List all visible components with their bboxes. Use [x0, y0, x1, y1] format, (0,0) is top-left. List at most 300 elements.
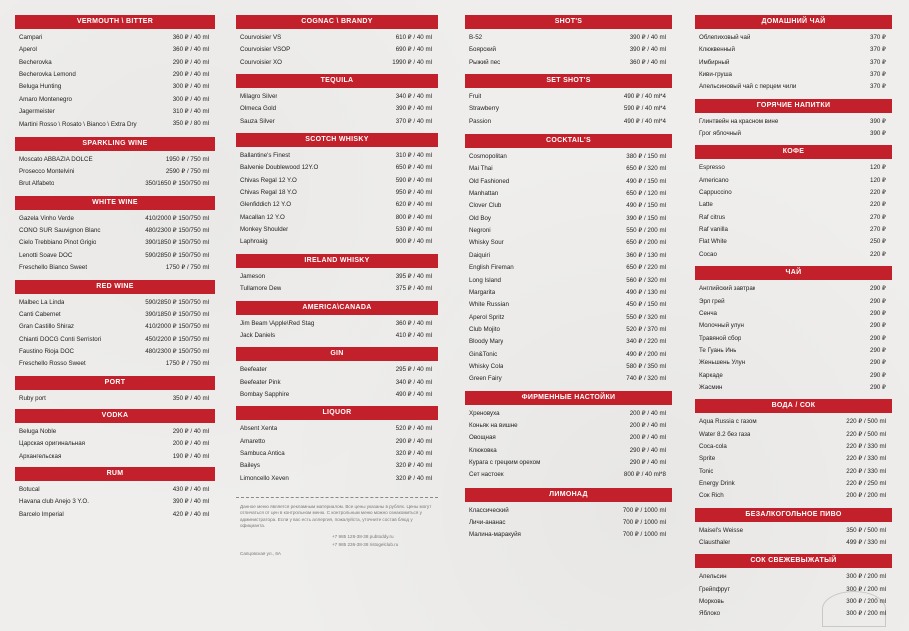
menu-item — [19, 225, 209, 237]
item-price: 200 ₽ / 200 ml — [846, 492, 886, 500]
section-header: TEQUILA — [236, 74, 438, 88]
item-name: Яблоко — [699, 610, 721, 618]
item-name: Whisky Cola — [469, 362, 504, 370]
item-name: Апельсин — [699, 573, 727, 581]
item-name: Sprite — [699, 455, 716, 463]
menu-item — [699, 296, 886, 308]
item-name: Limoncello Xeven — [240, 474, 289, 482]
item-name: Maisel's Weisse — [699, 526, 744, 534]
menu-section — [236, 347, 438, 401]
section-header: VODKA — [15, 409, 215, 423]
item-price: 220 ₽ / 330 ml — [846, 455, 886, 463]
item-price: 490 ₽ / 40 ml*4 — [623, 93, 666, 101]
section-header: GIN — [236, 347, 438, 361]
menu-item — [19, 118, 209, 130]
item-price: 800 ₽ / 40 ml*8 — [623, 471, 666, 479]
item-name: B-52 — [469, 34, 483, 41]
item-name: Manhattan — [469, 190, 499, 198]
section-header: SET SHOT'S — [465, 74, 672, 88]
item-price: 360 ₽ / 40 ml — [172, 34, 209, 41]
menu-item — [469, 151, 666, 163]
item-price: 590 ₽ / 40 ml*4 — [623, 105, 666, 113]
item-name: Raf citrus — [699, 213, 726, 221]
menu-item — [699, 441, 886, 453]
item-name: Морковь — [699, 598, 724, 606]
item-price: 480/2300 ₽ 150/750 ml — [145, 227, 209, 235]
item-price: 490 ₽ / 150 ml — [626, 202, 666, 210]
item-name: Gran Castillo Shiraz — [19, 323, 75, 331]
section-header: ФИРМЕННЫЕ НАСТОЙКИ — [465, 391, 672, 405]
item-name: Lenotti Soave DOC — [19, 251, 73, 259]
item-price: 220 ₽ / 500 ml — [846, 430, 886, 438]
section-header: ДОМАШНИЙ ЧАЙ — [695, 15, 892, 29]
menu-section — [465, 15, 672, 69]
item-name: Архангельская — [19, 452, 62, 460]
item-name: Latte — [699, 201, 713, 209]
item-name: Freschello Rosso Sweet — [19, 360, 86, 368]
item-price: 370 ₽ — [870, 46, 886, 54]
menu-column-4 — [695, 10, 892, 621]
address: Сапцовская ул., 6А — [240, 550, 281, 556]
item-price: 650 ₽ / 200 ml — [626, 239, 666, 247]
item-name: Beluga Noble — [19, 427, 57, 435]
item-price: 700 ₽ / 1000 ml — [622, 531, 666, 539]
item-price: 370 ₽ — [870, 71, 886, 79]
item-list — [236, 318, 438, 343]
menu-item — [19, 393, 209, 405]
menu-column-1 — [15, 10, 215, 521]
menu-item — [19, 262, 209, 274]
section-header: ГОРЯЧИЕ НАПИТКИ — [695, 99, 892, 113]
item-name: White Russian — [469, 301, 509, 309]
item-list — [465, 151, 672, 386]
section-header: RUM — [15, 467, 215, 481]
item-name: Clausthaler — [699, 539, 731, 546]
item-name: Jack Daniels — [240, 331, 276, 339]
menu-item — [469, 163, 666, 175]
item-price: 590/2850 ₽ 150/750 ml — [145, 251, 209, 259]
menu-item — [240, 330, 432, 342]
item-name: Macallan 12 Y.O — [240, 213, 285, 221]
item-price: 1750 ₽ / 750 ml — [165, 360, 209, 368]
menu-item — [469, 275, 666, 287]
menu-item — [699, 571, 886, 583]
item-list — [695, 525, 892, 550]
item-price: 340 ₽ / 40 ml — [395, 378, 432, 386]
menu-item — [240, 91, 432, 103]
disclaimer-note: Данное меню является рекламным материалом. Все цены указаны в рублях. Цены могут отличаться от цен в контрольном меню. С контрольным меню можно ознакомиться у администратора. Если у вас есть аллергия, пожалуйста, уточните состав блюд у официанта. — [236, 497, 438, 530]
item-price: 310 ₽ / 40 ml — [172, 108, 209, 116]
item-name: Сет настоек — [469, 471, 504, 479]
menu-item — [19, 213, 209, 225]
menu-section — [236, 406, 438, 485]
item-price: 530 ₽ / 40 ml — [395, 226, 432, 234]
item-price: 300 ₽ / 40 ml — [172, 83, 209, 91]
menu-item — [240, 212, 432, 224]
item-price: 360 ₽ / 130 ml — [626, 251, 666, 259]
item-name: Havana club Anejo 3 Y.O. — [19, 498, 89, 506]
item-price: 300 ₽ / 200 ml — [846, 610, 886, 618]
item-name: Глинтвейн на красном вине — [699, 117, 779, 125]
item-price: 120 ₽ — [870, 176, 886, 184]
item-name: Espresso — [699, 164, 725, 172]
item-price: 430 ₽ / 40 ml — [172, 485, 209, 493]
item-name: Эрл грей — [699, 297, 725, 305]
item-price: 610 ₽ / 40 ml — [395, 34, 432, 41]
item-price: 290 ₽ — [870, 346, 886, 354]
menu-item — [469, 361, 666, 373]
item-list — [236, 271, 438, 296]
menu-item — [240, 199, 432, 211]
menu-item — [469, 287, 666, 299]
item-list — [15, 426, 215, 463]
item-price: 320 ₽ / 40 ml — [395, 474, 432, 482]
menu-item — [699, 382, 886, 394]
item-name: Личи-ананас — [469, 519, 506, 526]
menu-item — [699, 224, 886, 236]
item-list — [15, 297, 215, 371]
menu-item — [469, 505, 666, 517]
menu-column-3 — [465, 10, 672, 542]
menu-item — [699, 466, 886, 478]
item-name: Sambuca Antica — [240, 449, 285, 457]
menu-item — [469, 262, 666, 274]
item-price: 650 ₽ / 120 ml — [626, 190, 666, 198]
item-name: Сенча — [699, 309, 717, 317]
menu-item — [699, 370, 886, 382]
item-price: 375 ₽ / 40 ml — [395, 285, 432, 293]
item-name: Травяной сбор — [699, 334, 742, 342]
item-price: 190 ₽ / 40 ml — [172, 452, 209, 460]
item-name: Courvoisier VSOP — [240, 46, 291, 54]
menu-section — [236, 15, 438, 69]
item-list — [15, 32, 215, 131]
item-price: 650 ₽ / 40 ml — [395, 164, 432, 172]
item-price: 650 ₽ / 220 ml — [626, 264, 666, 272]
menu-item — [19, 106, 209, 118]
menu-item — [240, 116, 432, 128]
item-price: 1750 ₽ / 750 ml — [165, 264, 209, 272]
menu-item — [469, 432, 666, 444]
item-price: 950 ₽ / 40 ml — [395, 189, 432, 197]
section-header: COGNAC \ BRANDY — [236, 15, 438, 29]
menu-item — [19, 297, 209, 309]
item-price: 2590 ₽ / 750 ml — [165, 168, 209, 176]
item-name: Боярский — [469, 46, 497, 54]
item-name: Cosmopolitan — [469, 153, 507, 161]
menu-item — [469, 445, 666, 457]
item-price: 270 ₽ — [870, 213, 886, 221]
item-name: Chivas Regal 18 Y.O — [240, 189, 297, 197]
menu-item — [699, 308, 886, 320]
section-header: SHOT'S — [465, 15, 672, 29]
item-price: 360 ₽ / 40 ml — [395, 319, 432, 327]
menu-item — [240, 236, 432, 248]
menu-item — [240, 271, 432, 283]
item-price: 270 ₽ — [870, 226, 886, 234]
menu-item — [469, 408, 666, 420]
menu-item — [469, 176, 666, 188]
menu-item — [699, 69, 886, 81]
item-price: 900 ₽ / 40 ml — [395, 238, 432, 246]
item-name: Ballantine's Finest — [240, 152, 291, 160]
item-name: Water 8.2 без газа — [699, 430, 751, 438]
item-name: Имбирный — [699, 58, 730, 66]
menu-item — [240, 103, 432, 115]
item-name: Clover Club — [469, 202, 502, 210]
menu-item — [699, 128, 886, 140]
item-price: 370 ₽ — [870, 34, 886, 41]
menu-item — [469, 324, 666, 336]
menu-section — [15, 280, 215, 371]
item-price: 690 ₽ / 40 ml — [395, 46, 432, 54]
item-name: Becherovka — [19, 58, 52, 66]
item-name: Bombay Sapphire — [240, 390, 290, 398]
item-list — [15, 484, 215, 521]
item-price: 290 ₽ / 40 ml — [172, 71, 209, 79]
item-list — [695, 283, 892, 394]
menu-item — [699, 199, 886, 211]
item-price: 620 ₽ / 40 ml — [395, 201, 432, 209]
item-name: Jagermeister — [19, 108, 55, 116]
item-list — [236, 150, 438, 249]
item-list — [465, 91, 672, 128]
item-price: 410/2000 ₽ 150/750 ml — [145, 214, 209, 222]
item-name: Old Fashioned — [469, 177, 510, 185]
item-name: Tullamore Dew — [240, 285, 282, 293]
menu-item — [19, 237, 209, 249]
section-header: IRELAND WHISKY — [236, 254, 438, 268]
menu-item — [469, 116, 666, 128]
item-name: Negroni — [469, 227, 491, 235]
item-name: Aqua Russia с газом — [699, 418, 757, 426]
menu-section — [695, 99, 892, 141]
item-name: Flat White — [699, 238, 727, 246]
menu-item — [699, 525, 886, 537]
item-price: 300 ₽ / 40 ml — [172, 95, 209, 103]
menu-item — [469, 457, 666, 469]
item-price: 290 ₽ / 40 ml — [629, 446, 666, 454]
item-price: 200 ₽ / 40 ml — [172, 440, 209, 448]
section-header: КОФЕ — [695, 145, 892, 159]
item-name: Americano — [699, 176, 729, 184]
item-price: 290 ₽ / 40 ml — [172, 427, 209, 435]
item-name: Клюковка — [469, 446, 497, 454]
menu-item — [699, 57, 886, 69]
item-name: Coca-cola — [699, 442, 727, 450]
item-name: Green Fairy — [469, 375, 502, 383]
item-name: Chianti DOCG Conti Serristori — [19, 335, 102, 343]
item-price: 490 ₽ / 130 ml — [626, 288, 666, 296]
menu-item — [699, 333, 886, 345]
item-list — [236, 423, 438, 485]
item-price: 290 ₽ — [870, 359, 886, 367]
menu-item — [240, 224, 432, 236]
item-price: 1990 ₽ / 40 ml — [392, 58, 432, 66]
item-name: Baileys — [240, 462, 260, 470]
item-name: Glenfiddich 12 Y.O — [240, 201, 292, 209]
menu-item — [240, 150, 432, 162]
menu-item — [240, 57, 432, 69]
item-price: 380 ₽ / 150 ml — [626, 153, 666, 161]
item-price: 700 ₽ / 1000 ml — [622, 519, 666, 526]
menu-item — [240, 44, 432, 56]
item-price: 390/1850 ₽ 150/750 ml — [145, 310, 209, 318]
item-name: Passion — [469, 117, 492, 125]
item-price: 300 ₽ / 200 ml — [846, 598, 886, 606]
menu-item — [240, 187, 432, 199]
item-name: Milagro Silver — [240, 93, 278, 101]
menu-section — [236, 301, 438, 343]
menu-item — [699, 162, 886, 174]
item-price: 490 ₽ / 200 ml — [626, 350, 666, 358]
item-price: 220 ₽ / 330 ml — [846, 467, 886, 475]
item-price: 650 ₽ / 320 ml — [626, 165, 666, 173]
item-price: 220 ₽ — [870, 189, 886, 197]
menu-item — [469, 91, 666, 103]
item-name: CONO SUR Sauvignon Blanc — [19, 227, 101, 235]
menu-item — [19, 57, 209, 69]
item-price: 410 ₽ / 40 ml — [395, 331, 432, 339]
menu-item — [19, 509, 209, 521]
menu-item — [469, 312, 666, 324]
item-name: Рыжий пес — [469, 58, 501, 66]
menu-item — [19, 309, 209, 321]
item-list — [695, 162, 892, 261]
section-header: ЧАЙ — [695, 266, 892, 280]
item-price: 290 ₽ / 40 ml — [395, 437, 432, 445]
item-name: Cок Rich — [699, 492, 724, 500]
item-price: 740 ₽ / 320 ml — [626, 375, 666, 383]
item-name: Barcelo Imperial — [19, 510, 64, 518]
item-price: 370 ₽ — [870, 58, 886, 66]
section-header: SPARKLING WINE — [15, 137, 215, 151]
item-price: 520 ₽ / 370 ml — [626, 325, 666, 333]
item-price: 590/2850 ₽ 150/750 ml — [145, 298, 209, 306]
menu-item — [19, 81, 209, 93]
item-price: 250 ₽ — [870, 238, 886, 246]
item-price: 300 ₽ / 200 ml — [846, 585, 886, 593]
item-name: Коньяк на вишне — [469, 421, 518, 429]
item-price: 350 ₽ / 80 ml — [172, 120, 209, 128]
item-list — [236, 364, 438, 401]
item-price: 350 ₽ / 40 ml — [172, 394, 209, 402]
item-name: Bloody Mary — [469, 338, 504, 346]
menu-section — [465, 391, 672, 482]
item-name: Облепиховый чай — [699, 34, 751, 41]
contact-phone-2: +7 985 236-38-38 ristogelclub.ru — [332, 542, 399, 548]
item-price: 390 ₽ / 150 ml — [626, 214, 666, 222]
item-name: Царская оригинальная — [19, 440, 85, 448]
menu-item — [240, 448, 432, 460]
item-list — [465, 32, 672, 69]
item-price: 290 ₽ — [870, 285, 886, 293]
item-price: 490 ₽ / 40 ml — [395, 390, 432, 398]
menu-item — [469, 44, 666, 56]
section-header: LIQUOR — [236, 406, 438, 420]
menu-item — [240, 32, 432, 44]
item-name: Becherovka Lemond — [19, 71, 76, 79]
contact-phone-1: +7 985 128-38-38 pubtoddy.ru — [332, 533, 394, 539]
item-name: Sauza Silver — [240, 117, 275, 125]
item-price: 200 ₽ / 40 ml — [629, 434, 666, 442]
item-price: 490 ₽ / 150 ml — [626, 177, 666, 185]
item-price: 390 ₽ / 40 ml — [629, 34, 666, 41]
menu-section — [695, 399, 892, 502]
item-name: Courvoisier XO — [240, 58, 282, 66]
item-price: 550 ₽ / 320 ml — [626, 313, 666, 321]
item-list — [15, 393, 215, 405]
item-name: Aperol — [19, 46, 37, 54]
menu-item — [699, 478, 886, 490]
item-price: 220 ₽ — [870, 201, 886, 209]
menu-item — [19, 94, 209, 106]
menu-item — [469, 250, 666, 262]
item-name: Chivas Regal 12 Y.O — [240, 176, 297, 184]
menu-item — [699, 537, 886, 549]
section-header: COCKTAIL'S — [465, 134, 672, 148]
item-name: Laphroaig — [240, 238, 268, 246]
item-price: 290 ₽ / 40 ml — [172, 58, 209, 66]
menu-item — [699, 44, 886, 56]
menu-item — [19, 358, 209, 370]
item-list — [15, 154, 215, 191]
item-price: 290 ₽ — [870, 334, 886, 342]
item-price: 370 ₽ / 40 ml — [395, 117, 432, 125]
item-name: Beluga Hunting — [19, 83, 62, 91]
section-header: ВОДА / СОК — [695, 399, 892, 413]
item-name: Monkey Shoulder — [240, 226, 289, 234]
item-price: 290 ₽ — [870, 309, 886, 317]
item-name: Jim Beam \Apple\Red Stag — [240, 319, 315, 327]
menu-section — [236, 133, 438, 249]
item-list — [236, 91, 438, 128]
section-header: VERMOUTH \ BITTER — [15, 15, 215, 29]
item-name: Апельсиновый чай с перцем чили — [699, 83, 797, 91]
menu-item — [469, 373, 666, 385]
item-list — [695, 32, 892, 94]
item-price: 410/2000 ₽ 150/750 ml — [145, 323, 209, 331]
menu-item — [19, 334, 209, 346]
section-header: ЛИМОНАД — [465, 488, 672, 502]
menu-item — [19, 154, 209, 166]
item-name: Strawberry — [469, 105, 499, 113]
item-name: Whisky Sour — [469, 239, 504, 247]
item-price: 120 ₽ — [870, 164, 886, 172]
menu-item — [469, 188, 666, 200]
menu-item — [469, 32, 666, 44]
menu-section — [695, 15, 892, 94]
item-price: 350/1650 ₽ 150/750 ml — [145, 180, 209, 188]
item-price: 320 ₽ / 40 ml — [395, 449, 432, 457]
item-name: Balvenie Doublewood 12Y.O — [240, 164, 319, 172]
item-list — [236, 32, 438, 69]
item-name: Хреновуха — [469, 409, 500, 417]
item-name: Cielo Trebbiano Pinot Grigio — [19, 239, 97, 247]
menu-item — [19, 44, 209, 56]
section-header: SCOTCH WHISKY — [236, 133, 438, 147]
item-name: Botucal — [19, 485, 40, 493]
item-name: Old Boy — [469, 214, 492, 222]
section-header: СОК СВЕЖЕВЫЖАТЫЙ — [695, 554, 892, 568]
item-list — [15, 213, 215, 275]
item-price: 480/2300 ₽ 150/750 ml — [145, 347, 209, 355]
menu-item — [469, 200, 666, 212]
item-name: Fruit — [469, 93, 482, 101]
menu-item — [699, 212, 886, 224]
item-price: 800 ₽ / 40 ml — [395, 213, 432, 221]
item-name: Малина-маракуйя — [469, 531, 521, 539]
